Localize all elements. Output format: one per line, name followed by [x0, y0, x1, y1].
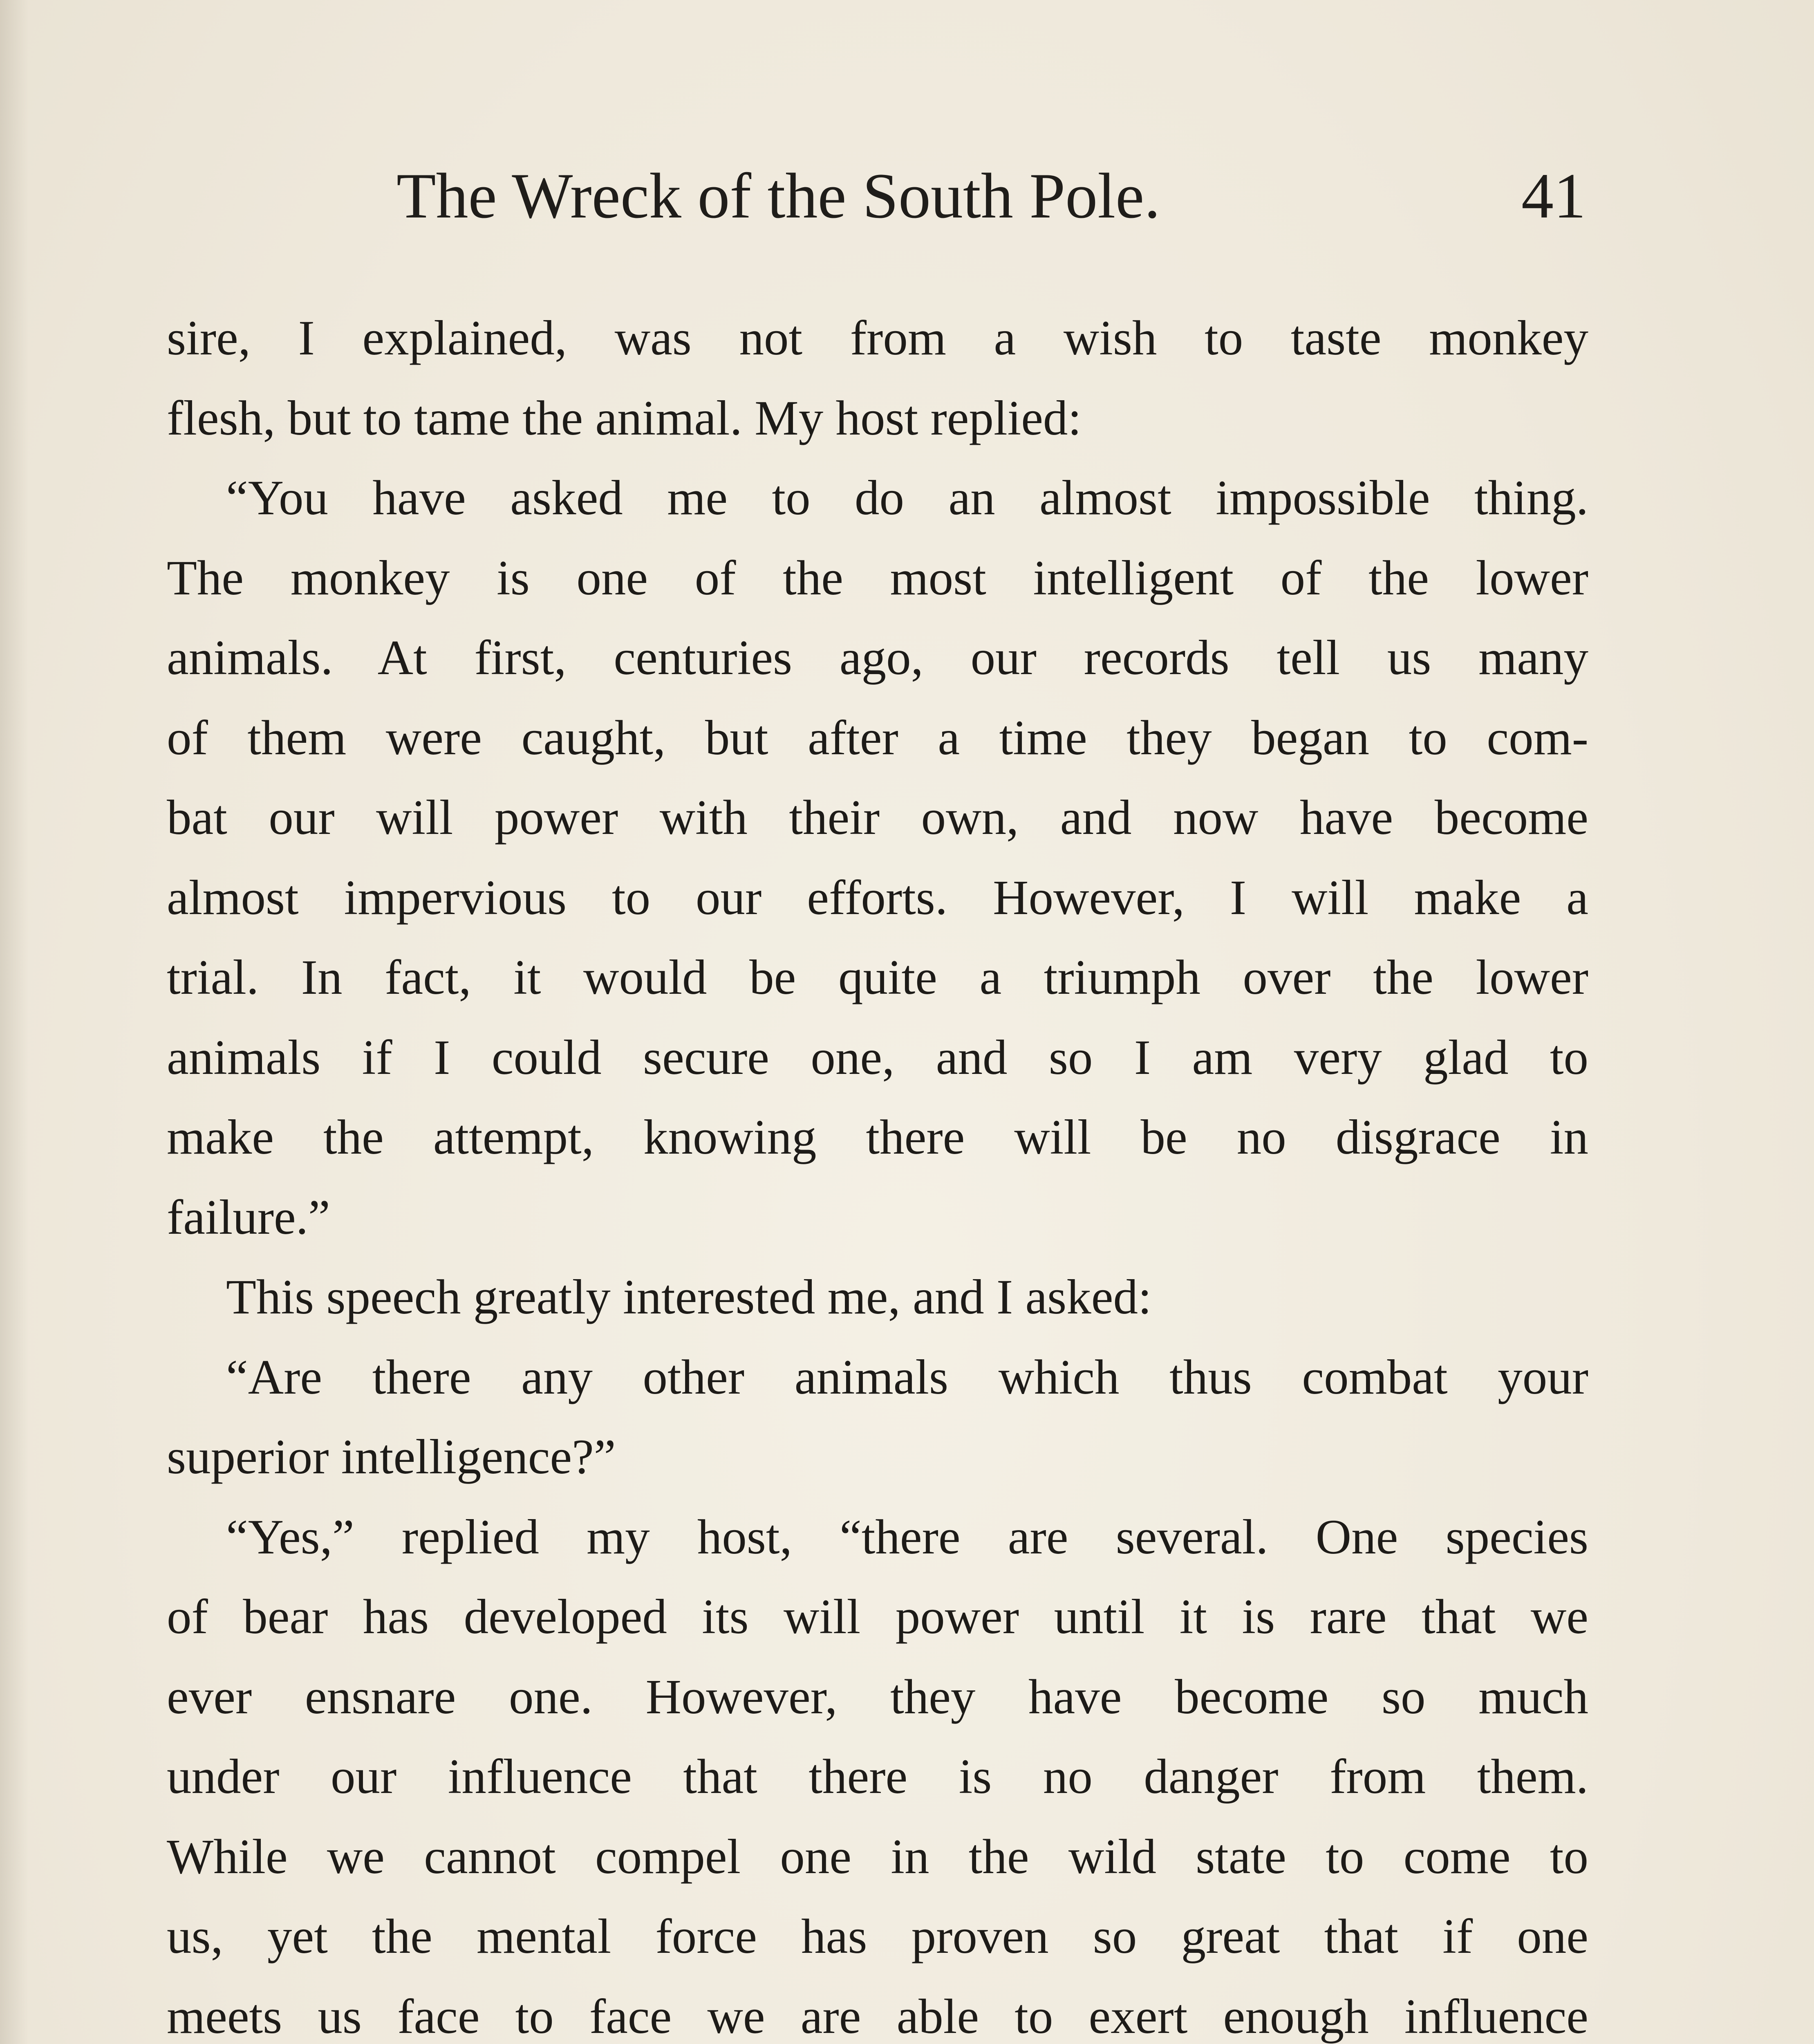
text-line: superior intelligence?” — [167, 1430, 616, 1484]
text-line: animals if I could secure one, and so I am very glad to — [167, 1030, 1588, 1085]
text-line: ever ensnare one. However, they have become so much — [167, 1669, 1588, 1724]
page-header — [163, 155, 1586, 237]
text-line: bat our will power with their own, and now have become — [167, 790, 1588, 845]
text-line: failure.” — [167, 1190, 330, 1245]
text-line: us, yet the mental force has proven so great that if one — [167, 1909, 1588, 1964]
running-head: The Wreck of the South Pole. — [396, 160, 1160, 232]
text-line: While we cannot compel one in the wild state to come to — [167, 1829, 1588, 1884]
text-line: flesh, but to tame the animal. My host replied: — [167, 390, 1082, 446]
text-line: “Yes,” replied my host, “there are several. One species — [226, 1509, 1588, 1564]
text-line: under our influence that there is no danger from them. — [167, 1749, 1588, 1804]
text-line: of bear has developed its will power until it is rare that we — [167, 1589, 1588, 1644]
text-line: “Are there any other animals which thus combat your — [226, 1349, 1588, 1405]
page-number: 41 — [1521, 160, 1586, 232]
page-gutter-shadow — [0, 0, 29, 2044]
text-line: make the attempt, knowing there will be no disgrace in — [167, 1110, 1588, 1165]
body-text — [167, 298, 1588, 2044]
text-line: trial. In fact, it would be quite a triumph over the lower — [167, 950, 1588, 1005]
text-line: The monkey is one of the most intelligent of the lower — [167, 550, 1588, 605]
text-line: almost impervious to our efforts. However, I will make a — [167, 870, 1588, 925]
text-line: This speech greatly interested me, and I asked: — [226, 1270, 1152, 1325]
text-line: animals. At first, centuries ago, our records tell us many — [167, 630, 1588, 685]
text-line: sire, I explained, was not from a wish to taste monkey — [167, 311, 1588, 365]
text-line: “You have asked me to do an almost impossible thing. — [226, 471, 1588, 525]
text-line: meets us face to face we are able to exert enough influence — [167, 1989, 1588, 2044]
text-line: of them were caught, but after a time they began to com- — [167, 710, 1588, 765]
